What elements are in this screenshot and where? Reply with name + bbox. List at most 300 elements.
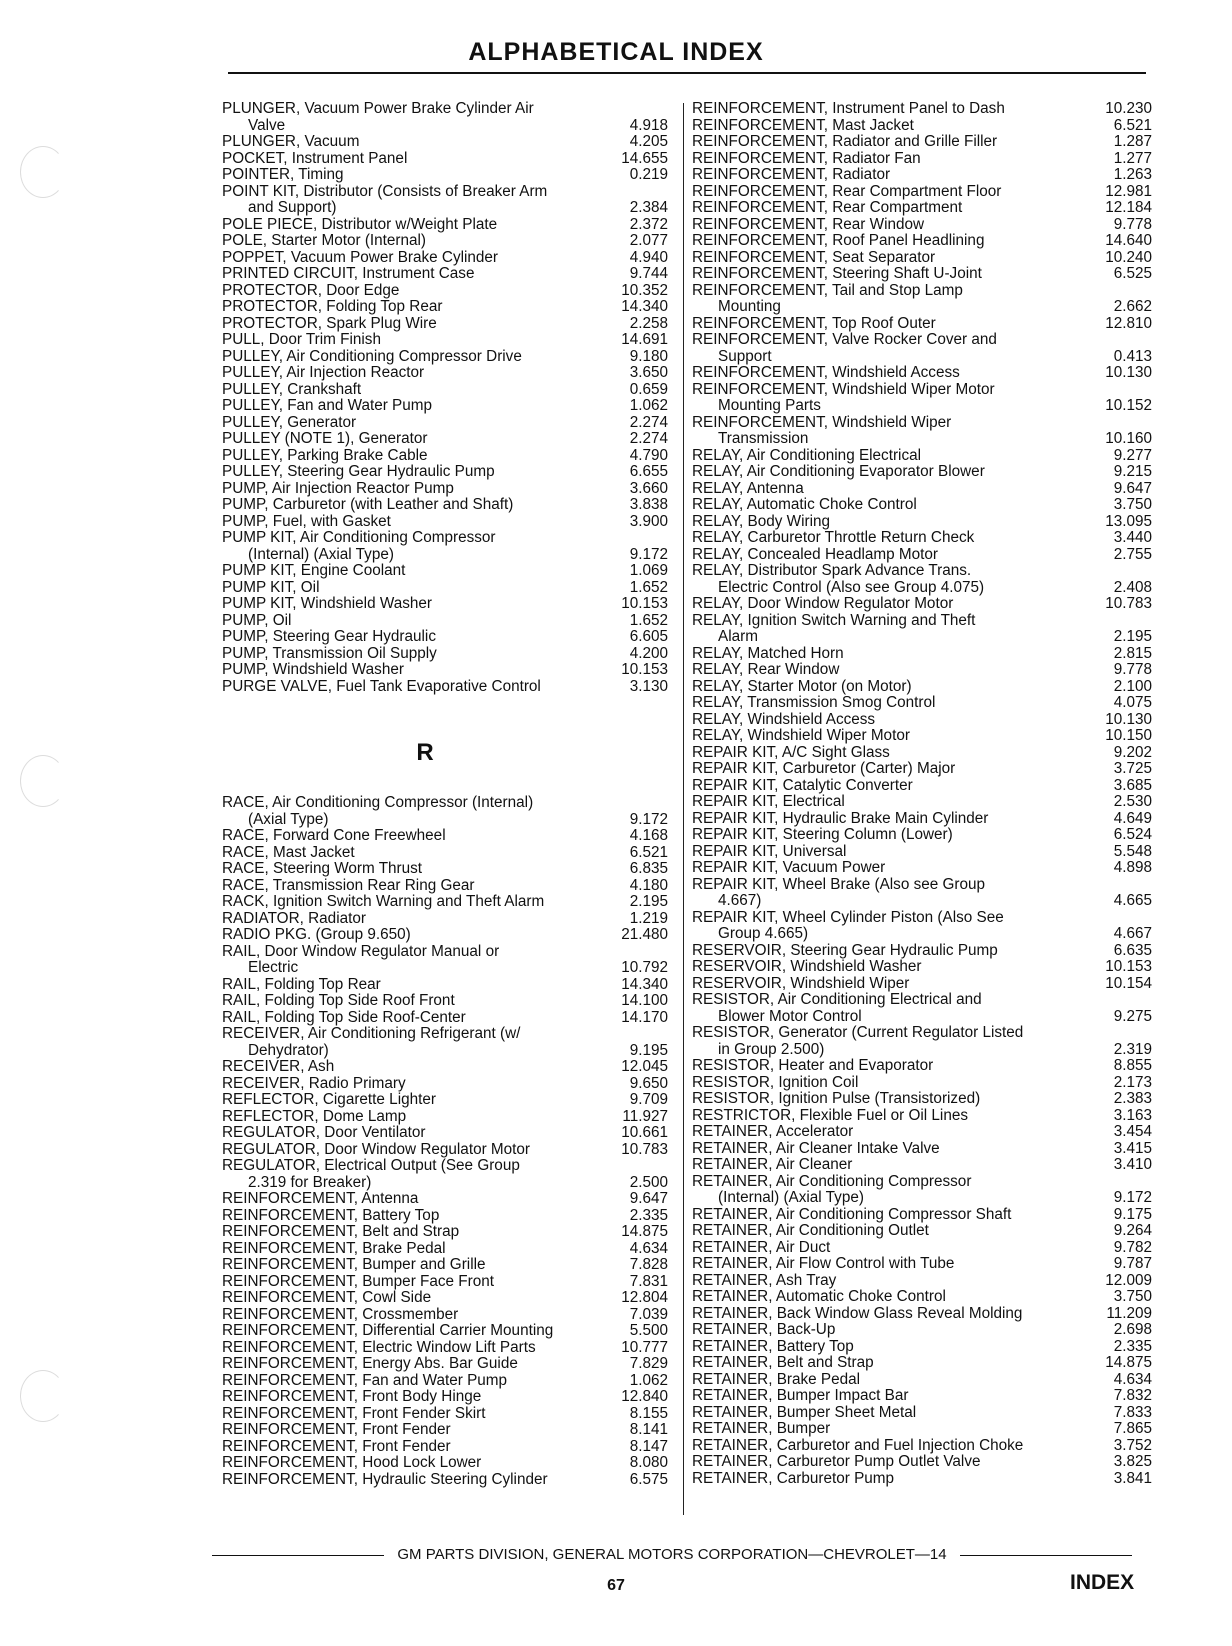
entry-label-continuation: 2.319 for Breaker) — [248, 1173, 372, 1191]
entry-label: POINTER, Timing — [222, 167, 344, 183]
entry-text — [692, 448, 1046, 465]
entry-text — [222, 944, 566, 977]
entry-text — [692, 167, 1046, 184]
entry-label: REINFORCEMENT, Cowl Side — [222, 1290, 432, 1306]
right-column — [692, 101, 1152, 1487]
entry-label: RELAY, Air Conditioning Evaporator Blower — [692, 464, 985, 480]
entry-text — [692, 695, 1046, 712]
entry-label: REINFORCEMENT, Windshield Access — [692, 365, 960, 381]
entry-text — [222, 613, 566, 630]
entry-page-ref: 4.075 — [1046, 695, 1152, 712]
entry-label: RAIL, Folding Top Side Roof Front — [222, 993, 455, 1009]
index-entry — [692, 365, 1152, 382]
entry-label: POLE PIECE, Distributor w/Weight Plate — [222, 216, 498, 233]
entry-label: REPAIR KIT, Steering Column (Lower) — [692, 827, 953, 843]
entry-page-ref: 9.202 — [1046, 745, 1152, 762]
entry-page-ref: 12.840 — [566, 1389, 668, 1406]
entry-label: POLE, Starter Motor (Internal) — [222, 233, 427, 249]
index-entry — [222, 1406, 668, 1423]
entry-page-ref: 14.875 — [566, 1224, 668, 1241]
entry-text — [692, 943, 1046, 960]
entry-label: REFLECTOR, Cigarette Lighter — [222, 1092, 436, 1108]
entry-label: RECEIVER, Radio Primary — [222, 1075, 406, 1092]
entry-label: RETAINER, Automatic Choke Control — [692, 1289, 946, 1305]
entry-label: RECEIVER, Air Conditioning Refrigerant (w/ — [222, 1026, 521, 1042]
index-entry — [692, 1207, 1152, 1224]
entry-page-ref: 3.415 — [1046, 1141, 1152, 1158]
entry-label: REINFORCEMENT, Radiator — [692, 167, 891, 183]
entry-label-continuation: in Group 2.500) — [718, 1040, 825, 1058]
index-entry — [222, 1323, 668, 1340]
entry-text — [692, 679, 1046, 696]
entry-label: RETAINER, Bumper Sheet Metal — [692, 1404, 917, 1421]
entry-page-ref: 9.277 — [1046, 448, 1152, 465]
entry-label: RETAINER, Carburetor Pump Outlet Valve — [692, 1454, 981, 1470]
entry-page-ref: 4.200 — [566, 646, 668, 663]
entry-label-continuation: Electric — [248, 959, 299, 976]
index-entry — [222, 1307, 668, 1324]
entry-text — [692, 745, 1046, 762]
entry-page-ref: 14.340 — [566, 299, 668, 316]
entry-label: RETAINER, Back Window Glass Reveal Molding — [692, 1305, 1023, 1322]
entry-page-ref: 2.195 — [1046, 629, 1152, 646]
entry-text — [692, 481, 1046, 498]
index-entry — [692, 464, 1152, 481]
entry-text — [692, 1388, 1046, 1405]
entry-label: RETAINER, Bumper Impact Bar — [692, 1388, 909, 1404]
entry-text — [222, 349, 566, 366]
entry-label: RETAINER, Ash Tray — [692, 1272, 837, 1289]
index-entry — [222, 1142, 668, 1159]
index-entry — [222, 613, 668, 630]
entry-page-ref: 1.069 — [566, 563, 668, 580]
index-entry — [222, 514, 668, 531]
entry-label: REGULATOR, Door Ventilator — [222, 1125, 426, 1141]
entry-label: RELAY, Ignition Switch Warning and Theft — [692, 612, 976, 629]
entry-label-continuation: Valve — [248, 116, 286, 134]
entry-text — [692, 233, 1046, 250]
entry-page-ref: 4.649 — [1046, 811, 1152, 828]
entry-page-ref: 9.709 — [566, 1092, 668, 1109]
entry-label: PUMP, Steering Gear Hydraulic — [222, 629, 436, 645]
entry-label: REGULATOR, Electrical Output (See Group — [222, 1158, 520, 1174]
entry-text — [692, 976, 1046, 993]
entry-page-ref: 2.530 — [1046, 794, 1152, 811]
entry-text — [222, 1241, 566, 1258]
entry-text — [692, 514, 1046, 531]
index-entry — [692, 283, 1152, 316]
entry-label: REINFORCEMENT, Windshield Wiper — [692, 414, 952, 431]
entry-label: RACE, Mast Jacket — [222, 844, 355, 861]
index-entry — [222, 1356, 668, 1373]
entry-label: REINFORCEMENT, Hood Lock Lower — [222, 1455, 482, 1471]
index-entry — [222, 977, 668, 994]
entry-text — [692, 497, 1046, 514]
entry-text — [222, 233, 566, 250]
entry-label: REINFORCEMENT, Tail and Stop Lamp — [692, 282, 963, 299]
entry-text — [692, 1240, 1046, 1257]
entry-text — [692, 877, 1046, 910]
footer-rule-right — [960, 1555, 1132, 1556]
entry-label: REPAIR KIT, Carburetor (Carter) Major — [692, 761, 956, 777]
entry-text — [692, 662, 1046, 679]
index-entry — [692, 332, 1152, 365]
entry-text — [222, 1455, 566, 1472]
entry-text — [692, 811, 1046, 828]
index-entry — [222, 1290, 668, 1307]
entry-label: REINFORCEMENT, Energy Abs. Bar Guide — [222, 1356, 518, 1372]
entry-label: POINT KIT, Distributor (Consists of Breaker Arm — [222, 183, 548, 200]
entry-text — [222, 1406, 566, 1423]
entry-page-ref: 6.524 — [1046, 827, 1152, 844]
index-entry — [222, 828, 668, 845]
entry-text — [222, 1389, 566, 1406]
index-entry — [222, 1158, 668, 1191]
entry-page-ref: 3.725 — [1046, 761, 1152, 778]
entry-label: REPAIR KIT, Vacuum Power — [692, 860, 886, 876]
entry-label: REGULATOR, Door Window Regulator Motor — [222, 1141, 531, 1158]
entry-text — [222, 514, 566, 531]
entry-text — [222, 283, 566, 300]
page-number: 67 — [607, 1577, 625, 1594]
entry-label: PLUNGER, Vacuum Power Brake Cylinder Air — [222, 101, 534, 117]
index-entry — [692, 1289, 1152, 1306]
entry-label-continuation: Support — [718, 347, 772, 365]
entry-text — [222, 530, 566, 563]
footer-rule-left — [212, 1555, 384, 1556]
entry-text — [692, 1207, 1046, 1224]
index-entry — [222, 1257, 668, 1274]
entry-label: REPAIR KIT, A/C Sight Glass — [692, 744, 890, 761]
entry-text — [692, 1025, 1046, 1058]
entry-label: RACE, Forward Cone Freewheel — [222, 828, 446, 844]
entry-label: PUMP KIT, Windshield Washer — [222, 596, 432, 612]
index-entry — [222, 332, 668, 349]
entry-page-ref: 10.352 — [566, 283, 668, 300]
entry-text — [692, 184, 1046, 201]
entry-label: RETAINER, Air Flow Control with Tube — [692, 1256, 955, 1272]
index-entry — [222, 481, 668, 498]
index-entry — [692, 844, 1152, 861]
index-entry — [692, 167, 1152, 184]
entry-page-ref: 9.172 — [566, 812, 668, 829]
index-entry — [692, 1157, 1152, 1174]
entry-page-ref: 10.130 — [1046, 365, 1152, 382]
entry-text — [222, 1323, 566, 1340]
entry-label: PRINTED CIRCUIT, Instrument Case — [222, 266, 475, 282]
entry-text — [692, 1223, 1046, 1240]
entry-text — [692, 712, 1046, 729]
entry-label: RESISTOR, Heater and Evaporator — [692, 1058, 934, 1074]
entry-text — [222, 679, 566, 696]
index-entry — [692, 910, 1152, 943]
entry-page-ref: 10.230 — [1046, 101, 1152, 118]
index-entry — [222, 1059, 668, 1076]
entry-text — [222, 1208, 566, 1225]
entry-text — [692, 1124, 1046, 1141]
entry-text — [692, 1339, 1046, 1356]
index-entry — [692, 1075, 1152, 1092]
entry-label: PUMP KIT, Oil — [222, 579, 320, 596]
entry-page-ref: 2.274 — [566, 415, 668, 432]
entry-label: RELAY, Concealed Headlamp Motor — [692, 546, 939, 563]
index-entry — [222, 101, 668, 134]
entry-label: REINFORCEMENT, Battery Top — [222, 1207, 440, 1224]
entry-label: REINFORCEMENT, Mast Jacket — [692, 117, 914, 134]
entry-page-ref: 6.575 — [566, 1472, 668, 1489]
left-column — [222, 101, 668, 1488]
index-entry — [692, 250, 1152, 267]
entry-page-ref: 1.652 — [566, 613, 668, 630]
entry-text — [692, 1289, 1046, 1306]
entry-text — [692, 992, 1046, 1025]
entry-label: REINFORCEMENT, Crossmember — [222, 1306, 459, 1323]
index-entry — [692, 1058, 1152, 1075]
index-entry — [692, 1355, 1152, 1372]
entry-page-ref: 9.647 — [1046, 481, 1152, 498]
entry-page-ref: 11.927 — [566, 1109, 668, 1126]
entry-page-ref: 4.634 — [566, 1241, 668, 1258]
entry-text — [222, 563, 566, 580]
index-entry — [692, 662, 1152, 679]
entry-text — [692, 827, 1046, 844]
entry-text — [692, 266, 1046, 283]
entry-page-ref: 14.640 — [1046, 233, 1152, 250]
entry-label: PULLEY, Fan and Water Pump — [222, 398, 433, 414]
entry-text — [692, 1322, 1046, 1339]
entry-page-ref: 2.319 — [1046, 1042, 1152, 1059]
entry-label: RELAY, Body Wiring — [692, 513, 831, 530]
entry-label-continuation: Dehydrator) — [248, 1041, 329, 1059]
entry-text — [692, 332, 1046, 365]
entry-text — [692, 382, 1046, 415]
entry-label: REINFORCEMENT, Seat Separator — [692, 249, 936, 266]
entry-page-ref: 3.454 — [1046, 1124, 1152, 1141]
entry-page-ref: 3.440 — [1046, 530, 1152, 547]
entry-text — [222, 398, 566, 415]
entry-label: RETAINER, Accelerator — [692, 1124, 854, 1140]
index-entry — [222, 497, 668, 514]
entry-text — [692, 778, 1046, 795]
entry-text — [222, 1059, 566, 1076]
entry-page-ref: 10.783 — [566, 1142, 668, 1159]
index-entry — [692, 695, 1152, 712]
entry-label: RESISTOR, Air Conditioning Electrical and — [692, 992, 982, 1008]
index-entry — [222, 382, 668, 399]
entry-label: RELAY, Transmission Smog Control — [692, 695, 936, 711]
entry-label-continuation: Transmission — [718, 430, 809, 447]
entry-page-ref: 4.918 — [566, 118, 668, 135]
index-entry — [222, 993, 668, 1010]
index-entry — [692, 233, 1152, 250]
section-label: INDEX — [1070, 1571, 1135, 1594]
entry-page-ref: 2.500 — [566, 1175, 668, 1192]
entry-page-ref: 21.480 — [566, 927, 668, 944]
entry-label: REINFORCEMENT, Rear Compartment — [692, 200, 963, 216]
index-entry — [222, 646, 668, 663]
entry-label: REINFORCEMENT, Differential Carrier Mounting — [222, 1323, 554, 1339]
entry-label: PURGE VALVE, Fuel Tank Evaporative Control — [222, 678, 541, 695]
entry-page-ref: 12.804 — [566, 1290, 668, 1307]
index-entry — [692, 200, 1152, 217]
entry-page-ref: 6.635 — [1046, 943, 1152, 960]
entry-text — [692, 250, 1046, 267]
entry-text — [222, 1356, 566, 1373]
index-entry — [222, 1191, 668, 1208]
entry-text — [222, 266, 566, 283]
entry-label: RESISTOR, Generator (Current Regulator Listed — [692, 1025, 1024, 1041]
entry-page-ref: 8.080 — [566, 1455, 668, 1472]
entry-text — [222, 217, 566, 234]
index-entry — [692, 1306, 1152, 1323]
entry-label: PLUNGER, Vacuum — [222, 134, 360, 150]
entry-label: REINFORCEMENT, Instrument Panel to Dash — [692, 101, 1005, 117]
entry-label: REINFORCEMENT, Front Fender — [222, 1438, 451, 1455]
index-entry — [222, 250, 668, 267]
entry-page-ref: 2.258 — [566, 316, 668, 333]
entry-page-ref: 5.500 — [566, 1323, 668, 1340]
entry-text — [222, 151, 566, 168]
entry-text — [692, 1355, 1046, 1372]
entry-label: RETAINER, Battery Top — [692, 1338, 854, 1355]
index-entry — [692, 761, 1152, 778]
entry-label: RESTRICTOR, Flexible Fuel or Oil Lines — [692, 1107, 968, 1124]
index-entry — [222, 596, 668, 613]
entry-label: RAIL, Folding Top Rear — [222, 976, 381, 993]
entry-text — [692, 1174, 1046, 1207]
entry-page-ref: 10.154 — [1046, 976, 1152, 993]
entry-text — [222, 184, 566, 217]
entry-page-ref: 8.855 — [1046, 1058, 1152, 1075]
index-entry — [692, 481, 1152, 498]
entry-label: REINFORCEMENT, Electric Window Lift Parts — [222, 1339, 536, 1356]
entry-label: PULLEY, Crankshaft — [222, 381, 362, 398]
entry-label: REPAIR KIT, Electrical — [692, 794, 845, 810]
entry-label: REINFORCEMENT, Hydraulic Steering Cylinder — [222, 1471, 548, 1488]
index-entry — [222, 1389, 668, 1406]
index-entry — [692, 1091, 1152, 1108]
entry-text — [692, 547, 1046, 564]
entry-page-ref: 3.685 — [1046, 778, 1152, 795]
index-entry — [222, 894, 668, 911]
entry-page-ref: 9.195 — [566, 1043, 668, 1060]
index-entry — [692, 959, 1152, 976]
entry-page-ref: 3.825 — [1046, 1454, 1152, 1471]
index-entry — [222, 1241, 668, 1258]
entry-text — [692, 316, 1046, 333]
entry-page-ref: 0.659 — [566, 382, 668, 399]
entry-label: REINFORCEMENT, Brake Pedal — [222, 1240, 446, 1257]
entry-label: RETAINER, Air Conditioning Compressor — [692, 1173, 972, 1190]
index-entry — [692, 382, 1152, 415]
entry-label: RECEIVER, Ash — [222, 1059, 335, 1075]
entry-label: RETAINER, Air Conditioning Compressor Shaft — [692, 1206, 1012, 1223]
index-entry — [222, 1422, 668, 1439]
entry-page-ref: 6.605 — [566, 629, 668, 646]
entry-label: RETAINER, Bumper — [692, 1421, 831, 1437]
index-entry — [222, 679, 668, 696]
entry-label: RACK, Ignition Switch Warning and Theft Alarm — [222, 894, 545, 910]
entry-label: RAIL, Folding Top Side Roof-Center — [222, 1009, 466, 1026]
entry-page-ref: 14.655 — [566, 151, 668, 168]
index-entry — [692, 1240, 1152, 1257]
index-entry — [692, 151, 1152, 168]
entry-label: PULLEY, Generator — [222, 414, 357, 431]
index-entry — [692, 596, 1152, 613]
entry-text — [692, 151, 1046, 168]
entry-page-ref: 4.898 — [1046, 860, 1152, 877]
entry-text — [222, 382, 566, 399]
entry-label: RESISTOR, Ignition Coil — [692, 1074, 859, 1091]
entry-label: REINFORCEMENT, Roof Panel Headlining — [692, 233, 985, 249]
index-entry — [692, 1388, 1152, 1405]
index-entry — [222, 151, 668, 168]
entry-page-ref: 3.163 — [1046, 1108, 1152, 1125]
page-title: ALPHABETICAL INDEX — [468, 38, 764, 66]
entry-page-ref: 4.667 — [1046, 926, 1152, 943]
entry-label: PULL, Door Trim Finish — [222, 332, 381, 348]
entry-text — [222, 1472, 566, 1489]
index-entry — [222, 299, 668, 316]
entry-label: REINFORCEMENT, Radiator and Grille Filler — [692, 134, 998, 150]
index-entry — [692, 563, 1152, 596]
index-entry — [222, 629, 668, 646]
index-entry — [692, 679, 1152, 696]
entry-label: PUMP, Oil — [222, 612, 292, 629]
entry-page-ref: 10.150 — [1046, 728, 1152, 745]
entry-text — [222, 646, 566, 663]
entry-page-ref: 2.755 — [1046, 547, 1152, 564]
entry-label: RELAY, Carburetor Throttle Return Check — [692, 530, 975, 546]
entry-text — [222, 332, 566, 349]
entry-label: RELAY, Starter Motor (on Motor) — [692, 678, 912, 695]
index-entry — [692, 1438, 1152, 1455]
entry-page-ref: 4.205 — [566, 134, 668, 151]
index-entry — [692, 530, 1152, 547]
entry-text — [692, 118, 1046, 135]
index-entry — [692, 1124, 1152, 1141]
entry-text — [222, 580, 566, 597]
entry-page-ref: 1.062 — [566, 398, 668, 415]
entry-text — [222, 845, 566, 862]
entry-page-ref: 2.662 — [1046, 299, 1152, 316]
index-entry — [692, 1141, 1152, 1158]
entry-text — [222, 464, 566, 481]
entry-label-continuation: Alarm — [718, 628, 758, 645]
entry-label: POCKET, Instrument Panel — [222, 150, 408, 167]
binder-hole-mark — [20, 146, 66, 198]
entry-page-ref: 2.274 — [566, 431, 668, 448]
entry-label: RELAY, Matched Horn — [692, 645, 844, 662]
entry-text — [692, 1058, 1046, 1075]
entry-page-ref: 10.153 — [566, 662, 668, 679]
entry-text — [692, 1256, 1046, 1273]
entry-page-ref: 10.152 — [1046, 398, 1152, 415]
entry-label: PROTECTOR, Door Edge — [222, 282, 400, 299]
entry-text — [222, 250, 566, 267]
entry-page-ref: 3.752 — [1046, 1438, 1152, 1455]
entry-label: RETAINER, Air Duct — [692, 1239, 831, 1256]
index-entry — [222, 448, 668, 465]
entry-text — [222, 1290, 566, 1307]
entry-text — [222, 481, 566, 498]
index-entry — [692, 1471, 1152, 1488]
entry-text — [222, 1373, 566, 1390]
entry-label: RACE, Steering Worm Thrust — [222, 861, 423, 877]
entry-page-ref: 7.833 — [1046, 1405, 1152, 1422]
entry-label-continuation: Blower Motor Control — [718, 1007, 862, 1025]
entry-text — [222, 101, 566, 134]
